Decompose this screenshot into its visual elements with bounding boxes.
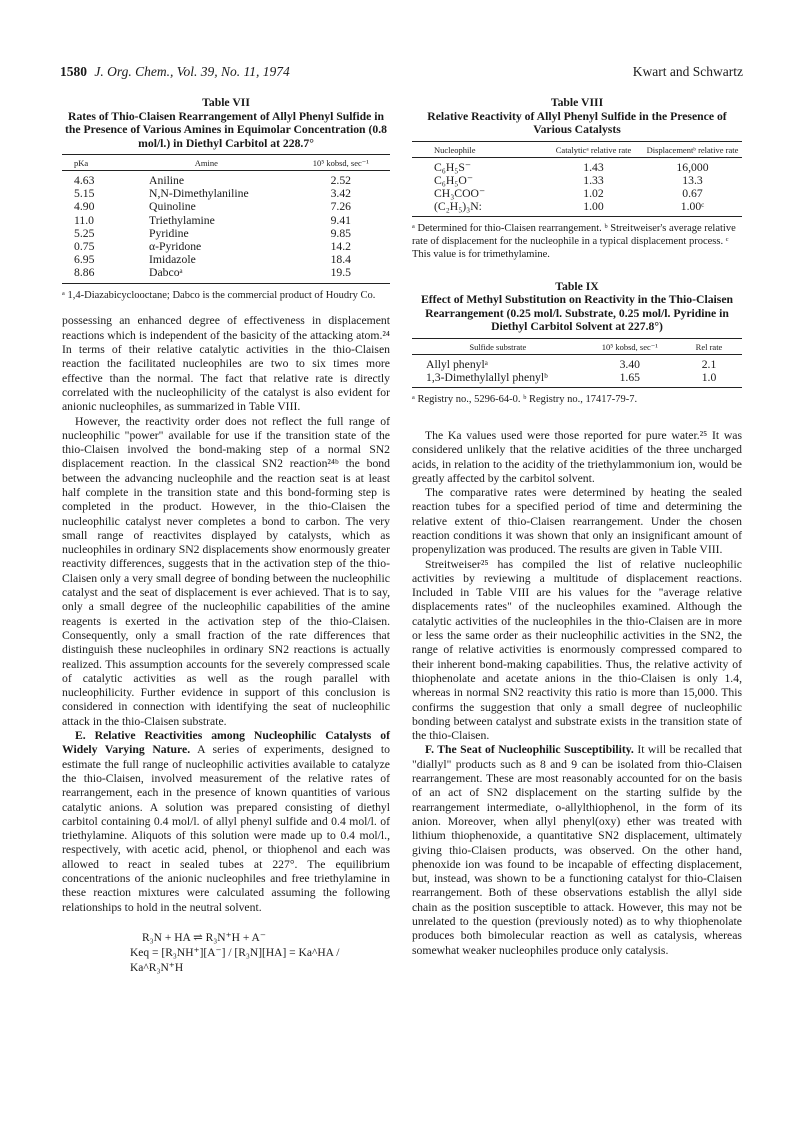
table7-header-kobsd: 10⁵ kobsd, sec⁻¹: [292, 155, 390, 171]
table8-row: [412, 174, 742, 187]
table8-cell-displacement: 0.67: [682, 186, 703, 200]
table9-footnote: ᵃ Registry no., 5296-64-0. ᵇ Registry no., 17417-79-7.: [412, 394, 638, 406]
table8-cell-displacement: 13.3: [682, 173, 703, 187]
left-paragraph: possessing an enhanced degree of effectiveness in displacement reactions which is independent of the basicity of the attacking atom.²⁴ In terms of their relative catalytic activities in the thio-Claisen reaction the facilitated nucleophiles are two to six times more effective than the normal. The fact that relative rate is directly correlated with the nucleophilicity of the catalyst is also evident for anionic nucleophiles, as summarized in Table VIII.: [62, 314, 390, 414]
table7-cell-amine: Pyridine: [149, 226, 189, 240]
page-number: 1580: [60, 64, 87, 79]
table7-row: [62, 253, 390, 266]
table7-cell-pka: 6.95: [74, 253, 95, 267]
table7-cell-amine: Quinoline: [149, 200, 196, 214]
table7-cell-amine: N,N-Dimethylaniline: [149, 187, 249, 201]
right-paragraph: The Ka values used were those reported for pure water.²⁵ It was considered unlikely that the relative acidities of the three uncharged acids, in relation to the acidity of the triethylammonium ion, would be greatly affected by the carbitol solvent.: [412, 428, 742, 485]
table8-cell-displacement: 1.00ᶜ: [643, 200, 742, 217]
header-left: [60, 64, 290, 80]
running-authors: Kwart and Schwartz: [632, 64, 743, 79]
table7-row: [62, 240, 390, 253]
table8-row: [412, 187, 742, 200]
table7-cell-amine: Triethylamine: [149, 213, 215, 227]
page-header: [60, 64, 743, 82]
table8-footnote: ᵃ Determined for thio-Claisen rearrangement. ᵇ Streitweiser's average relative rate of displacement for the nucleophile in a typical displacement process. ᶜ This value is for trimethylamine.: [412, 223, 736, 260]
left-column: [62, 96, 390, 976]
table8-header-nucleophile: Nucleophile: [412, 141, 544, 157]
table9-cell-kobsd: 1.65: [584, 371, 676, 388]
table7-cell-pka: 5.25: [74, 226, 95, 240]
equations: [62, 931, 390, 976]
table7-row: [62, 227, 390, 240]
right-paragraph: Streitweiser²⁵ has compiled the list of relative nucleophilic activities by reviewing a multitude of displacement reactions. Included in Table VIII are his values for the "average relative displacements rates" of the nucleophiles examined. Although the catalytic activities of the nucleophiles in the thio-Claisen are in more or less the same order as their nucleophilic activities in the SN2, the range of relative activities is enormously compressed compared to their inherent bond-making capabilities. Thus, the relative activity of thiophenolate and acetate anions in the thio-Claisen is only 1.4, whereas in normal SN2 reactivity this ratio is more than 15,000. This confirms the suggestion that only a small degree of nucleophilic bonding between catalyst and substrate exists in the transition state of the thio-Claisen.: [412, 557, 742, 743]
section-f-text: It will be recalled that "diallyl" products such as 8 and 9 can be isolated from thio-Claisen rearrangement. These are most reasonably accounted for on the basis of an act of SN2 displacement on the starting sulfide by the rearrangement intermediate, o-allylthiophenol, in the form of its anion. Moreover, when allyl phenyl(oxy) ether was treated with lithium thiophenoxide, a quantitative SN2 displacement, ultimately giving thio-Claisen products, was observed. On the other hand, phenoxide ion was found to be incapable of effecting displacement, but, instead, was shown to be a functioning catalyst for thio-Claisen rearrangement. Both of these observations establish the allyl side chain as the position susceptible to attack. However, this may not be unrelated to the question (previously noted) as to why thiophenolate produces both bimolecular reaction as well as catalysis, whereas somewhat weaker nucleophiles produce only catalysis.: [412, 743, 743, 957]
table7-cell-kobsd: 19.5: [292, 266, 390, 283]
section-e-text: A series of experiments, designed to estimate the full range of nucleophilic activities available to catalyze the thio-Claisen, involved measurement of the relative rates of rearrangement, each in the presence of known quantities of various catalytic anions. A solution was prepared consisting of diethyl carbitol containing 0.4 mol/l. of allyl phenyl sulfide and 0.4 mol/l. of triethylamine. Aliquots of this solution were made up to 0.4 mol/l., respectively, with acetic acid, phenol, or thiophenol and each was allowed to react in sealed tubes at 227°. The equilibrium concentrations of the anionic nucleophiles and free triethylamine in these reaction mixtures were calculated assuming the following relationships to hold in the neutral solvent.: [62, 743, 391, 914]
table9-header-relrate: Rel rate: [676, 338, 742, 354]
table8-cell-catalytic: 1.43: [583, 160, 604, 174]
table7-cell-kobsd: 14.2: [330, 240, 352, 254]
table7-cell-amine: Imidazole: [149, 253, 196, 267]
table8-header-catalytic: Catalyticᵃ relative rate: [544, 141, 643, 157]
table9-title: Table IX: [555, 279, 599, 293]
table8-title: Table VIII: [550, 96, 604, 109]
table7-cell-kobsd: 2.52: [330, 174, 352, 187]
table7-cell-kobsd: 3.42: [330, 187, 352, 201]
table8-header-displacement: Displacementᵇ relative rate: [643, 141, 742, 157]
table7-cell-kobsd: 9.41: [330, 213, 352, 227]
table9-row: [412, 371, 742, 388]
table7-cell-pka: 5.15: [74, 187, 95, 201]
section-f: [412, 743, 742, 957]
section-e-heading: E. Relative Reactivities among Nucleophilic Catalysts of Widely Varying Nature.: [62, 729, 390, 757]
table7: [62, 154, 390, 284]
table7-cell-pka: 4.90: [74, 200, 95, 214]
table7-cell-amine: Aniline: [149, 174, 185, 187]
table7-cell-kobsd: 7.26: [330, 200, 352, 214]
equation-equilibrium: R₃N + HA ⇌ R₃N⁺H + A⁻: [142, 931, 266, 944]
right-column: [412, 96, 742, 958]
table7-cell-kobsd: 18.4: [330, 253, 352, 267]
table7-row: [62, 214, 390, 227]
table9-header-substrate: Sulfide substrate: [412, 338, 584, 354]
right-paragraph: The comparative rates were determined by heating the sealed reaction tubes for a specified period of time and determining the relative extent of thio-Claisen rearrangement. Under the chosen reaction conditions it was shown that only an insignificant amount of propenylization was produced. The results are given in Table VIII.: [412, 486, 742, 557]
table8: [412, 141, 742, 218]
table8-cell-catalytic: 1.02: [583, 186, 604, 200]
table7-header-amine: Amine: [121, 155, 292, 171]
table7-cell-pka: 0.75: [74, 240, 95, 254]
table9: [412, 338, 742, 388]
table8-cell-nucleophile: (C₂H₅)₃N:: [412, 200, 544, 217]
table9-cell-substrate: Allyl phenylᵃ: [426, 357, 488, 371]
table7-title: Table VII: [202, 96, 250, 109]
table7-row: [62, 171, 390, 188]
table9-header-kobsd: 10⁵ kobsd, sec⁻¹: [584, 338, 676, 354]
section-f-heading: F. The Seat of Nucleophilic Susceptibility.: [425, 743, 634, 757]
table9-cell-relrate: 2.1: [701, 357, 717, 371]
table8-cell-nucleophile: CH₃COO⁻: [434, 186, 486, 200]
table9-caption: Effect of Methyl Substitution on Reactivity in the Thio-Claisen Rearrangement (0.25 mol/l. Substrate, 0.25 mol/l. Pyridine in Diethyl Carbitol Solvent at 227.8°): [420, 293, 734, 334]
left-paragraph: However, the reactivity order does not reflect the full range of nucleophilic "power" available for use if the transition state of the thio-Claisen involved the bond-making step of a normal SN2 displacement reaction. In the classical SN2 reaction²⁴ᵇ the bond between the advancing nucleophile and the reaction seat is at least half complete in the transition state and this bond-forming step is completed in the product. However, in the thio-Claisen the nucleophilic catalyst never completes a bond to carbon. The very small range of reactivites displayed by catalysts, which as nucleophiles in ordinary SN2 displacements show enormously greater reactivity differences, suggests that in the activation step of the thio-Claisen only a very small degree of bonding between the nucleophilic catalyst and the seat of displacement is ever achieved. That is to say, only a small degree of the nucleophilic capabilities of the amine reagents is exerted in the activation step of the thio-Claisen. Consequently, only a small fraction of the rate differences that distinguish these nucleophiles in ordinary SN2 reactions is actually realized. This assumption accounts for the severely compressed scale of catalytic activities as well as the rough parallel with nucleophilicity. Further evidence in support of this conclusion is considered in connection with identifying the seat of nucleophilic attack in the thio-Claisen substrate.: [62, 414, 390, 728]
table7-cell-amine: α-Pyridone: [149, 240, 202, 254]
table9-row: [412, 354, 742, 371]
table7-cell-pka: 11.0: [74, 213, 95, 227]
table8-cell-nucleophile: C₆H₅O⁻: [434, 173, 473, 187]
table8-row: [412, 200, 742, 217]
table7-cell-amine: Dabcoᵃ: [121, 266, 292, 283]
table7-row: [62, 200, 390, 213]
table8-cell-catalytic: 1.00: [544, 200, 643, 217]
table8-cell-catalytic: 1.33: [583, 173, 604, 187]
table7-row: [62, 187, 390, 200]
table7-footnote: ᵃ 1,4-Diazabicyclooctane; Dabco is the commercial product of Houdry Co.: [62, 289, 376, 301]
section-e: [62, 729, 390, 915]
table7-cell-pka: 8.86: [62, 266, 121, 283]
journal-citation: J. Org. Chem., Vol. 39, No. 11, 1974: [94, 64, 290, 79]
table9-cell-kobsd: 3.40: [619, 357, 641, 371]
equation-keq: Keq = [R₃NH⁺][A⁻] / [R₃N][HA] = Ka^HA / Ka^R₃N⁺H: [130, 946, 340, 974]
table7-cell-pka: 4.63: [74, 174, 95, 187]
table8-row: [412, 157, 742, 174]
table8-cell-displacement: 16,000: [676, 160, 709, 174]
table8-cell-nucleophile: C₆H₅S⁻: [434, 160, 472, 174]
table9-cell-relrate: 1.0: [676, 371, 742, 388]
table9-cell-substrate: 1,3-Dimethylallyl phenylᵇ: [412, 371, 584, 388]
table7-cell-kobsd: 9.85: [330, 226, 352, 240]
table7-header-pka: pKa: [62, 155, 121, 171]
table8-caption: Relative Reactivity of Allyl Phenyl Sulfide in the Presence of Various Catalysts: [427, 109, 727, 136]
table7-row: [62, 266, 390, 283]
table7-caption: Rates of Thio-Claisen Rearrangement of Allyl Phenyl Sulfide in the Presence of Various Amines in Equimolar Concentration (0.8 mol/l.) in Diethyl Carbitol at 228.7°: [65, 109, 387, 150]
